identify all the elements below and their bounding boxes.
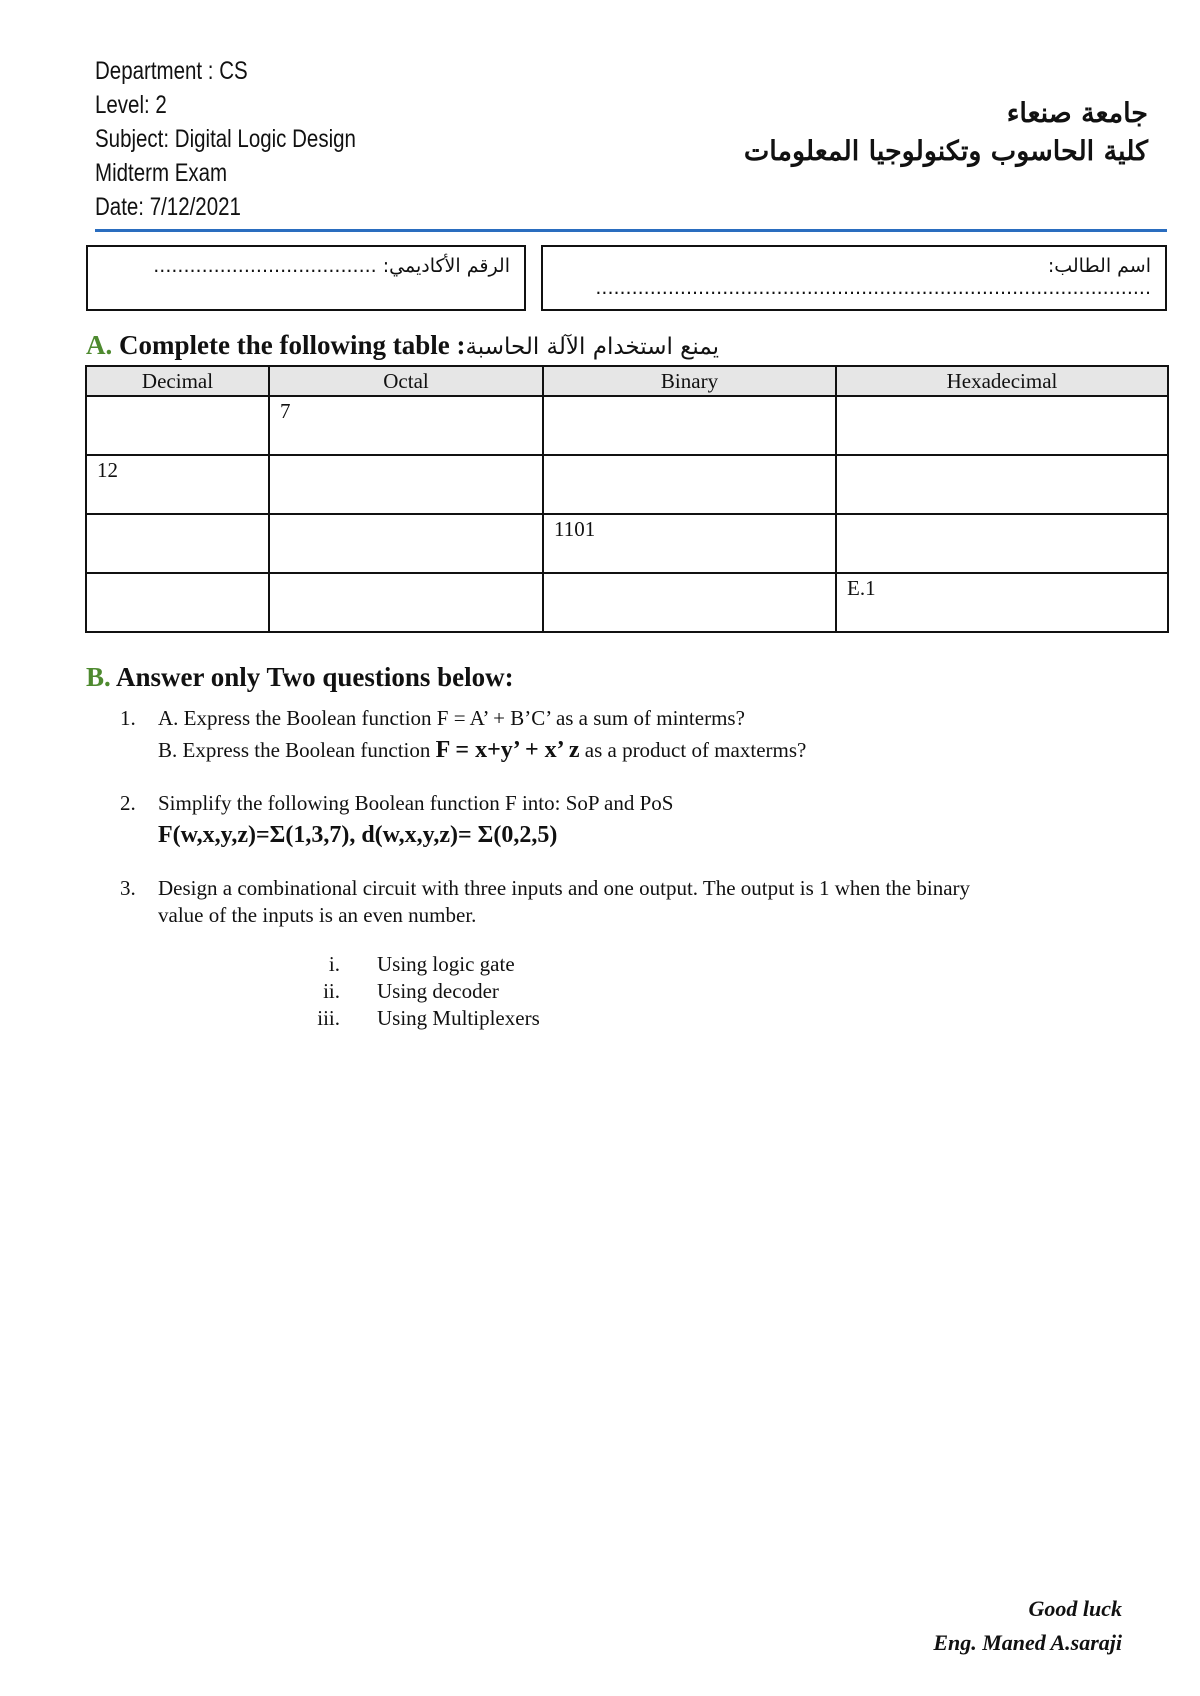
column-header: Hexadecimal: [836, 366, 1168, 396]
university-name: جامعة صنعاء: [1006, 98, 1148, 129]
table-cell: [836, 455, 1168, 514]
good-luck-note: Good luck: [1028, 1596, 1122, 1621]
student-name-label: اسم الطالب: ............................................................................................: [595, 255, 1151, 299]
academic-number-label: الرقم الأكاديمي: .....................................: [153, 255, 510, 277]
table-cell: [269, 455, 543, 514]
question-1b-text: [158, 734, 806, 766]
academic-number-box: [86, 245, 526, 311]
table-cell: 7: [269, 396, 543, 455]
table-cell: [543, 396, 836, 455]
table-cell: [269, 573, 543, 632]
subitem-number: iii.: [317, 1006, 340, 1030]
subitem-number: ii.: [323, 979, 340, 1003]
list-item: [290, 977, 690, 1005]
table-cell: [836, 514, 1168, 573]
question-number: 3.: [120, 876, 136, 900]
level-label: Level: 2: [95, 91, 167, 119]
header-divider: [95, 229, 1167, 232]
calculator-note: يمنع استخدام الآلة الحاسبة: [465, 334, 720, 360]
list-item: [290, 1004, 690, 1032]
table-row: [86, 514, 1168, 573]
question-2-function: F(w,x,y,z)=Σ(1,3,7), d(w,x,y,z)= Σ(0,2,5): [158, 822, 558, 848]
section-b-letter: B.: [86, 662, 111, 692]
subitem-text: Using Multiplexers: [377, 1006, 540, 1030]
student-name-box: [541, 245, 1167, 311]
list-item: [290, 950, 690, 978]
column-header: Decimal: [86, 366, 269, 396]
column-header: Binary: [543, 366, 836, 396]
table-cell: [86, 514, 269, 573]
question-1a-text: A. Express the Boolean function F = A’ + B’C’ as a sum of minterms?: [158, 706, 745, 730]
section-b-heading: [86, 662, 514, 693]
exam-type-label: Midterm Exam: [95, 159, 228, 187]
table-row: [86, 455, 1168, 514]
exam-info: [95, 54, 356, 224]
question-2-text: Simplify the following Boolean function F into: SoP and PoS: [158, 791, 674, 815]
table-cell: 12: [86, 455, 269, 514]
table-header-row: [86, 366, 1168, 396]
subitem-number: i.: [328, 952, 340, 976]
question-1b-expression: F = x+y’ + x’ z: [435, 737, 580, 763]
question-1b-prefix: B. Express the Boolean function: [158, 738, 436, 762]
conversion-table: [85, 365, 1169, 633]
section-b-title: Answer only Two questions below:: [116, 662, 514, 692]
question-number: 1.: [120, 706, 136, 730]
table-cell: [836, 396, 1168, 455]
column-header: Octal: [269, 366, 543, 396]
table-row: [86, 573, 1168, 632]
faculty-name: كلية الحاسوب وتكنولوجيا المعلومات: [743, 136, 1148, 167]
department-label: Department : CS: [95, 57, 248, 85]
institution-header: [744, 96, 1148, 172]
subitem-text: Using logic gate: [377, 952, 515, 976]
table-cell: [269, 514, 543, 573]
table-cell: [543, 573, 836, 632]
section-a-title: Complete the following table :: [119, 330, 466, 360]
question-3-text: Design a combinational circuit with three inputs and one output. The output is 1 when the binary: [158, 876, 971, 900]
date-label: Date: 7/12/2021: [95, 193, 241, 221]
author-signature: Eng. Maned A.saraji: [933, 1630, 1122, 1655]
question-1b-suffix: as a product of maxterms?: [579, 738, 807, 762]
table-row: [86, 396, 1168, 455]
table-cell: [86, 396, 269, 455]
question-3-text-cont: value of the inputs is an even number.: [158, 903, 477, 927]
subitem-text: Using decoder: [377, 979, 499, 1003]
table-cell: [86, 573, 269, 632]
table-cell: E.1: [836, 573, 1168, 632]
section-a-heading: [86, 330, 719, 361]
table-cell: 1101: [543, 514, 836, 573]
table-cell: [543, 455, 836, 514]
question-number: 2.: [120, 791, 136, 815]
section-a-letter: A.: [86, 330, 113, 360]
subject-label: Subject: Digital Logic Design: [95, 125, 356, 153]
